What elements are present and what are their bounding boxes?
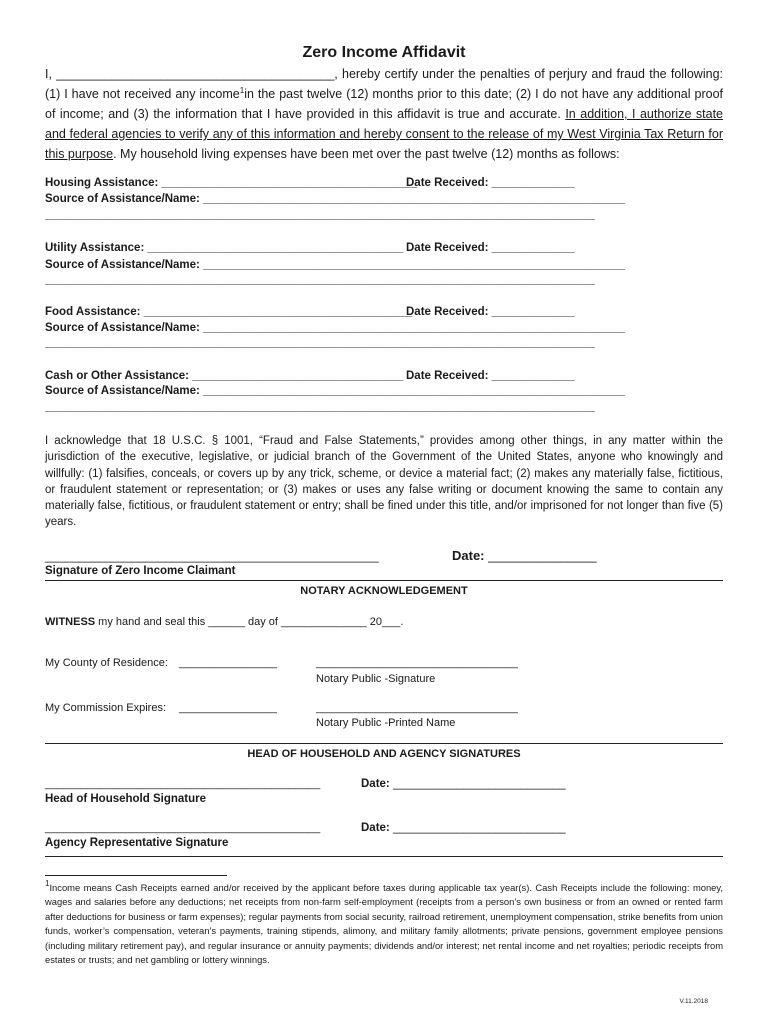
cash-source-row [45, 385, 625, 397]
utility-assistance-field[interactable]: ________________________________________ [147, 242, 404, 254]
notary-signature-label: Notary Public -Signature [316, 673, 436, 685]
claimant-date-field[interactable]: _______________ [488, 548, 597, 563]
commission-field[interactable]: ________________ [179, 702, 277, 714]
utility-source-row [45, 259, 625, 271]
housing-assistance-field[interactable]: ________________________________________ [161, 177, 418, 189]
intro-underlined-text: In addition, I authorize state and federal agencies to verify any of this information and hereby consent to the release of my West Virginia Tax Return for this purpose [45, 107, 723, 161]
food-assistance-label: Food Assistance: [45, 306, 144, 318]
cash-source-field[interactable]: __________________________________________________________________ [203, 385, 626, 397]
hoh-signature-field[interactable]: _____________________________________________ [45, 778, 321, 790]
claimant-signature-field[interactable]: __________________________________________________ [45, 549, 379, 563]
cash-source-label: Source of Assistance/Name: [45, 385, 204, 397]
housing-date-label: Date Received: [406, 177, 492, 189]
agency-date-row [361, 822, 566, 834]
cash-extra-line[interactable]: ______________________________________________________________________________________ [45, 401, 596, 413]
claimant-date-label: Date: [452, 548, 489, 563]
housing-source-label: Source of Assistance/Name: [45, 193, 204, 205]
county-field[interactable]: ________________ [179, 657, 277, 669]
utility-date-label: Date Received: [406, 242, 492, 254]
food-assistance-row [45, 306, 412, 318]
witness-text[interactable]: my hand and seal this ______ day of ______________ 20___. [95, 616, 404, 628]
utility-assistance-row [45, 242, 403, 254]
notary-printed-name-field[interactable]: _________________________________ [316, 702, 518, 714]
fraud-acknowledgement: I acknowledge that 18 U.S.C. § 1001, “Fraud and False Statements,” provides among other things, in any matter within the jurisdiction of the executive, legislative, or judicial branch of the Government of the United States, anyone who knowingly and willfully: (1) falsifies, conceals, or covers up by any trick, scheme, or device a material fact; (2) makes any materially false, fictitious, or fraudulent statement or representation; or (3) makes or uses any false writing or document knowing the same to contain any materially false, fictitious, or fraudulent statement or entry; shall be fined under this title, and/or imprisoned for not longer than five (5) years. [45, 435, 723, 529]
housing-date-field[interactable]: _____________ [491, 177, 575, 189]
intro-text-2: in the past twelve (12) months prior to this date; (2) I do not have any additional proof of income; and (3) the information that I have provided in this affidavit is true and accurate. [45, 87, 723, 121]
housing-assistance-row [45, 177, 417, 189]
notary-signature-field[interactable]: _________________________________ [316, 657, 518, 669]
utility-source-field[interactable]: __________________________________________________________________ [203, 259, 626, 271]
intro-start: I, [45, 67, 57, 81]
hoh-date-field[interactable]: ___________________________ [392, 778, 566, 790]
food-date-label: Date Received: [406, 306, 492, 318]
cash-assistance-field[interactable]: _________________________________ [192, 370, 404, 382]
footnote-text: Income means Cash Receipts earned and/or received by the applicant before taxes during applicable tax year(s). Cash Receipts include the following: money, wages and salaries before any deductions; net receipts from non-farm self-employment (receipts from a person’s own business or from an owned or rented farm after deductions for business or farm expenses); regular payments from social security, railroad retirement, unemployment compensation, strike benefits from union funds, worker’s compensation, veteran’s payments, training stipends, alimony, and military family allotments; private pensions, government employee pensions (including military retirement pay), and regular insurance or annuity payments; dividends and/or interest; net rental income and net royalties; periodic receipts from estates or trusts; and net gambling or lottery winnings. [45, 882, 723, 966]
witness-line [45, 616, 403, 628]
agency-date-label: Date: [361, 822, 393, 834]
household-heading: HEAD OF HOUSEHOLD AND AGENCY SIGNATURES [247, 748, 521, 760]
agency-date-field[interactable]: ___________________________ [392, 822, 566, 834]
housing-assistance-label: Housing Assistance: [45, 177, 162, 189]
divider-household [45, 743, 723, 744]
food-extra-line[interactable]: ______________________________________________________________________________________ [45, 337, 596, 349]
utility-date-field[interactable]: _____________ [491, 242, 575, 254]
food-source-row [45, 322, 625, 334]
notary-heading: NOTARY ACKNOWLEDGEMENT [300, 585, 468, 597]
cash-assistance-row [45, 370, 403, 382]
notary-printed-name-label: Notary Public -Printed Name [316, 717, 456, 729]
housing-source-field[interactable]: __________________________________________________________________ [203, 193, 626, 205]
cash-date-row [406, 370, 575, 382]
housing-source-row [45, 193, 625, 205]
hoh-signature-label: Head of Household Signature [45, 793, 207, 805]
cash-date-label: Date Received: [406, 370, 492, 382]
food-source-field[interactable]: __________________________________________________________________ [203, 322, 626, 334]
utility-assistance-label: Utility Assistance: [45, 242, 148, 254]
version-label: V.11.2018 [679, 998, 708, 1005]
hoh-date-label: Date: [361, 778, 393, 790]
divider-notary [45, 580, 723, 581]
claimant-date-row [452, 548, 597, 563]
food-source-label: Source of Assistance/Name: [45, 322, 204, 334]
utility-extra-line[interactable]: ______________________________________________________________________________________ [45, 274, 596, 286]
county-label: My County of Residence: [45, 657, 168, 669]
agency-signature-label: Agency Representative Signature [45, 837, 229, 849]
claimant-name-blank[interactable]: ________________________________________ [56, 67, 335, 81]
cash-date-field[interactable]: _____________ [491, 370, 575, 382]
divider-footer [45, 856, 723, 857]
footnote-number: 1 [45, 879, 50, 888]
food-assistance-field[interactable]: __________________________________________ [143, 306, 413, 318]
commission-label: My Commission Expires: [45, 702, 167, 714]
footnote-marker: 1 [239, 86, 245, 95]
housing-date-row [406, 177, 575, 189]
cash-assistance-label: Cash or Other Assistance: [45, 370, 193, 382]
intro-text-1: , hereby certify under the penalties of perjury and fraud the following: (1) I have not received any income [45, 67, 723, 101]
food-date-field[interactable]: _____________ [491, 306, 575, 318]
footnote-separator [45, 875, 227, 876]
food-date-row [406, 306, 575, 318]
housing-extra-line[interactable]: ______________________________________________________________________________________ [45, 209, 596, 221]
intro-text-3: . My household living expenses have been met over the past twelve (12) months as follows: [113, 147, 620, 161]
agency-signature-field[interactable]: _____________________________________________ [45, 822, 321, 834]
footnote [45, 881, 723, 967]
witness-label: WITNESS [45, 616, 96, 628]
intro-paragraph [45, 64, 723, 164]
claimant-signature-label: Signature of Zero Income Claimant [45, 565, 236, 577]
page-title: Zero Income Affidavit [302, 44, 466, 61]
utility-date-row [406, 242, 575, 254]
utility-source-label: Source of Assistance/Name: [45, 259, 204, 271]
hoh-date-row [361, 778, 566, 790]
